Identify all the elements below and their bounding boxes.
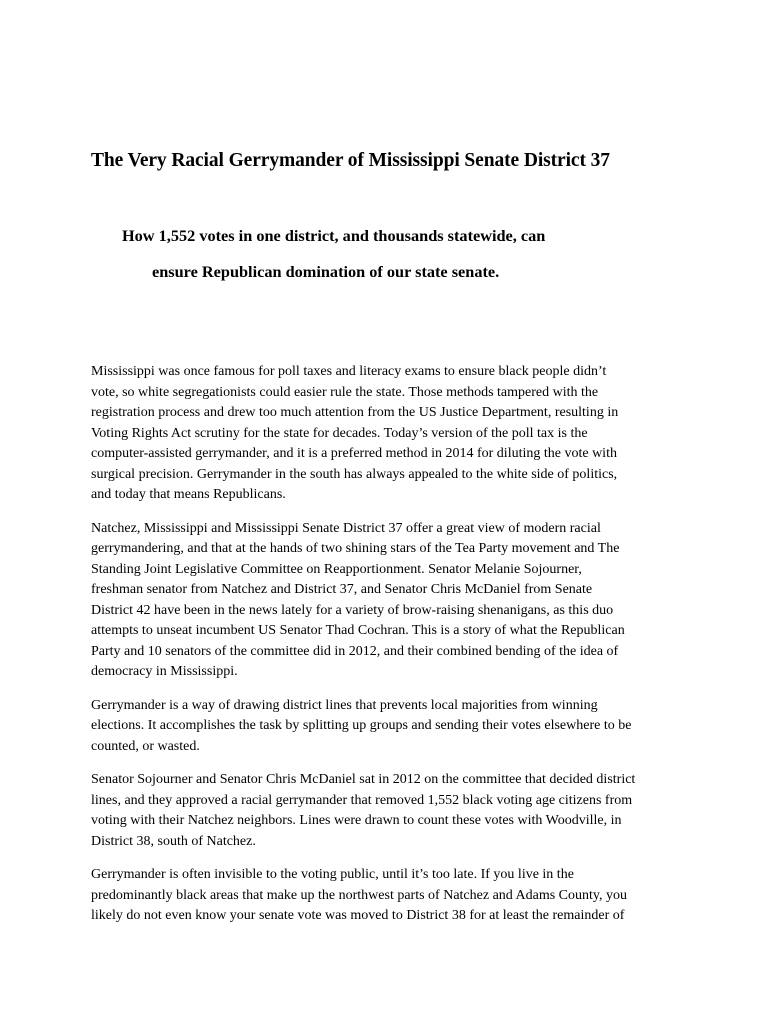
text-line: and today that means Republicans. <box>91 487 286 502</box>
paragraph <box>91 696 691 758</box>
text-line: attempts to unseat incumbent US Senator Thad Cochran. This is a story of what the Republican <box>91 623 625 638</box>
subtitle-line: ensure Republican domination of our state senate. <box>152 262 500 281</box>
text-line: likely do not even know your senate vote was moved to District 38 for at least the remainder of <box>91 908 625 923</box>
text-line: voting with their Natchez neighbors. Lines were drawn to count these votes with Woodville, in <box>91 813 622 828</box>
text-line: Standing Joint Legislative Committee on Reapportionment. Senator Melanie Sojourner, <box>91 561 582 577</box>
text-line: computer-assisted gerrymander, and it is a preferred method in 2014 for diluting the vote with <box>91 446 617 461</box>
text-line: freshman senator from Natchez and District 37, and Senator Chris McDaniel from Senate <box>91 582 593 597</box>
text-line: Party and 10 senators of the committee did in 2012, and their combined bending of the idea of <box>91 643 619 659</box>
text-line: gerrymandering, and that at the hands of two shining stars of the Tea Party movement and The <box>91 541 620 556</box>
text-line: Voting Rights Act scrutiny for the state for decades. Today’s version of the poll tax is the <box>91 425 588 441</box>
paragraph <box>91 519 691 683</box>
paragraph <box>91 770 691 852</box>
text-line: Senator Sojourner and Senator Chris McDaniel sat in 2012 on the committee that decided district <box>91 772 636 787</box>
text-line: predominantly black areas that make up the northwest parts of Natchez and Adams County, you <box>91 887 627 903</box>
text-line: District 38, south of Natchez. <box>91 833 256 849</box>
text-line: Mississippi was once famous for poll taxes and literacy exams to ensure black people didn’t <box>91 364 607 379</box>
text-line: Gerrymander is often invisible to the voting public, until it’s too late. If you live in the <box>91 867 574 882</box>
text-line: counted, or wasted. <box>91 738 200 754</box>
text-line: lines, and they approved a racial gerrymander that removed 1,552 black voting age citizens from <box>91 792 633 808</box>
paragraph <box>91 362 691 506</box>
text-line: democracy in Mississippi. <box>91 664 238 679</box>
text-line: District 42 have been in the news lately for a variety of brow-raising shenanigans, as this duo <box>91 602 614 618</box>
text-line: elections. It accomplishes the task by splitting up groups and sending their votes elsewhere to be <box>91 718 632 733</box>
document-title: The Very Racial Gerrymander of Mississippi Senate District 37 <box>91 150 610 171</box>
text-line: Natchez, Mississippi and Mississippi Senate District 37 offer a great view of modern racial <box>91 520 601 536</box>
text-line: Gerrymander is a way of drawing district lines that prevents local majorities from winning <box>91 697 598 713</box>
subtitle-line: How 1,552 votes in one district, and thousands statewide, can <box>122 226 546 245</box>
text-line: registration process and drew too much attention from the US Justice Department, resulting in <box>91 405 619 420</box>
text-line: surgical precision. Gerrymander in the south has always appealed to the white side of politics, <box>91 466 618 482</box>
document-body <box>91 362 691 940</box>
text-line: vote, so white segregationists could easier rule the state. Those methods tampered with the <box>91 384 599 400</box>
paragraph <box>91 865 691 927</box>
